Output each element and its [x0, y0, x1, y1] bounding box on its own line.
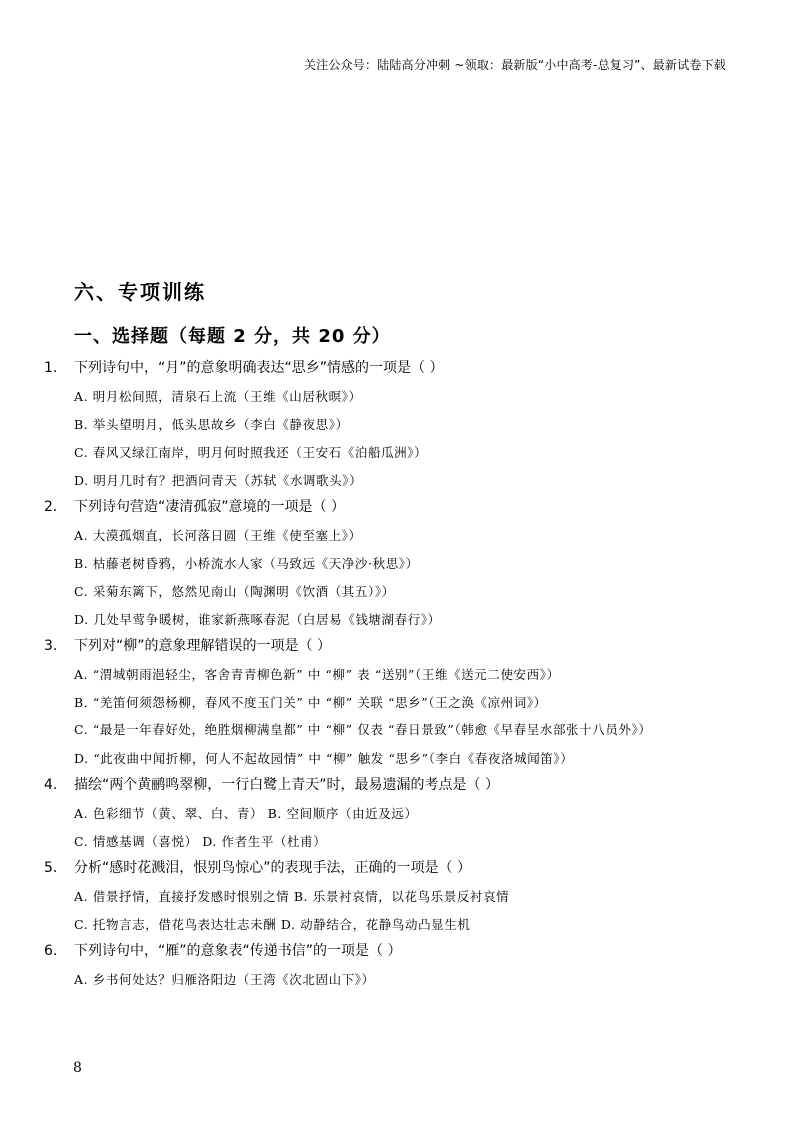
question-stem: 分析“感时花溅泪，恨别鸟惊心”的表现手法，正确的一项是（ ） — [74, 860, 471, 876]
option-a: A. 乡书何处达？归雁洛阳边（王湾《次北固山下》） — [74, 972, 375, 987]
question-number: 1. — [44, 360, 58, 376]
question-list — [44, 356, 744, 988]
option-c: C. 春风又绿江南岸，明月何时照我还（王安石《泊船瓜洲》） — [74, 445, 428, 460]
option-row-cd: C. 情感基调（喜悦） D. 作者生平（杜甫） — [74, 834, 327, 849]
question-number: 4. — [44, 777, 58, 793]
subsection-title: 一、选择题（每题 2 分，共 20 分） — [74, 326, 391, 347]
option-b: B. 举头望明月，低头思故乡（李白《静夜思》） — [74, 417, 349, 432]
question-3 — [44, 636, 744, 767]
option-b: B. “羌笛何须怨杨柳，春风不度玉门关” 中 “柳” 关联 “思乡”（王之涣《凉州词》） — [74, 695, 547, 710]
question-number: 2. — [44, 499, 58, 515]
page-number: 8 — [73, 1060, 82, 1076]
option-b: B. 枯藤老树昏鸦，小桥流水人家（马致远《天净沙·秋思》） — [74, 556, 419, 571]
option-a: A. “渭城朝雨浥轻尘，客舍青青柳色新” 中 “柳” 表 “送别”（王维《送元二使安西》） — [74, 667, 560, 682]
question-stem: 下列诗句中，“雁”的意象表“传递书信”的一项是（ ） — [74, 943, 402, 959]
question-5 — [44, 858, 744, 933]
question-number: 5. — [44, 860, 58, 876]
option-row-cd: C. 托物言志，借花鸟表达壮志未酬 D. 动静结合，花静鸟动凸显生机 — [74, 917, 471, 932]
question-stem: 下列诗句营造“凄清孤寂”意境的一项是（ ） — [74, 499, 345, 515]
question-stem: 描绘“两个黄鹂鸣翠柳，一行白鹭上青天”时，最易遗漏的考点是（ ） — [74, 777, 499, 793]
question-stem: 下列诗句中，“月”的意象明确表达“思乡”情感的一项是（ ） — [74, 360, 444, 376]
question-4 — [44, 775, 744, 850]
option-c: C. 采菊东篱下，悠然见南山（陶渊明《饮酒（其五）》） — [74, 584, 395, 599]
option-d: D. 明月几时有？把酒问青天（苏轼《水调歌头》） — [74, 473, 363, 488]
option-d: D. “此夜曲中闻折柳，何人不起故园情” 中 “柳” 触发 “思乡”（李白《春夜洛城闻笛》） — [74, 751, 574, 766]
option-row-ab: A. 色彩细节（黄、翠、白、青） B. 空间顺序（由近及远） — [74, 806, 418, 821]
question-1 — [44, 358, 744, 489]
header-notice: 关注公众号：陆陆高分冲刺 ~领取：最新版“小中高考-总复习”、最新试卷下载 — [303, 58, 726, 72]
option-row-ab: A. 借景抒情，直接抒发感时恨别之情 B. 乐景衬哀情，以花鸟乐景反衬哀情 — [74, 889, 510, 904]
option-a: A. 明月松间照，清泉石上流（王维《山居秋暝》） — [74, 389, 362, 404]
question-number: 3. — [44, 638, 58, 654]
section-title: 六、专项训练 — [74, 280, 206, 304]
question-2 — [44, 497, 744, 628]
question-stem: 下列对“柳”的意象理解错误的一项是（ ） — [74, 638, 331, 654]
option-d: D. 几处早莺争暖树，谁家新燕啄春泥（白居易《钱塘湖春行》） — [74, 612, 441, 627]
option-a: A. 大漠孤烟直，长河落日圆（王维《使至塞上》） — [74, 528, 362, 543]
option-c: C. “最是一年春好处，绝胜烟柳满皇都” 中 “柳” 仅表 “春日景致”（韩愈《早春呈水部张十八员外》） — [74, 722, 652, 737]
question-6 — [44, 941, 744, 988]
question-number: 6. — [44, 943, 58, 959]
